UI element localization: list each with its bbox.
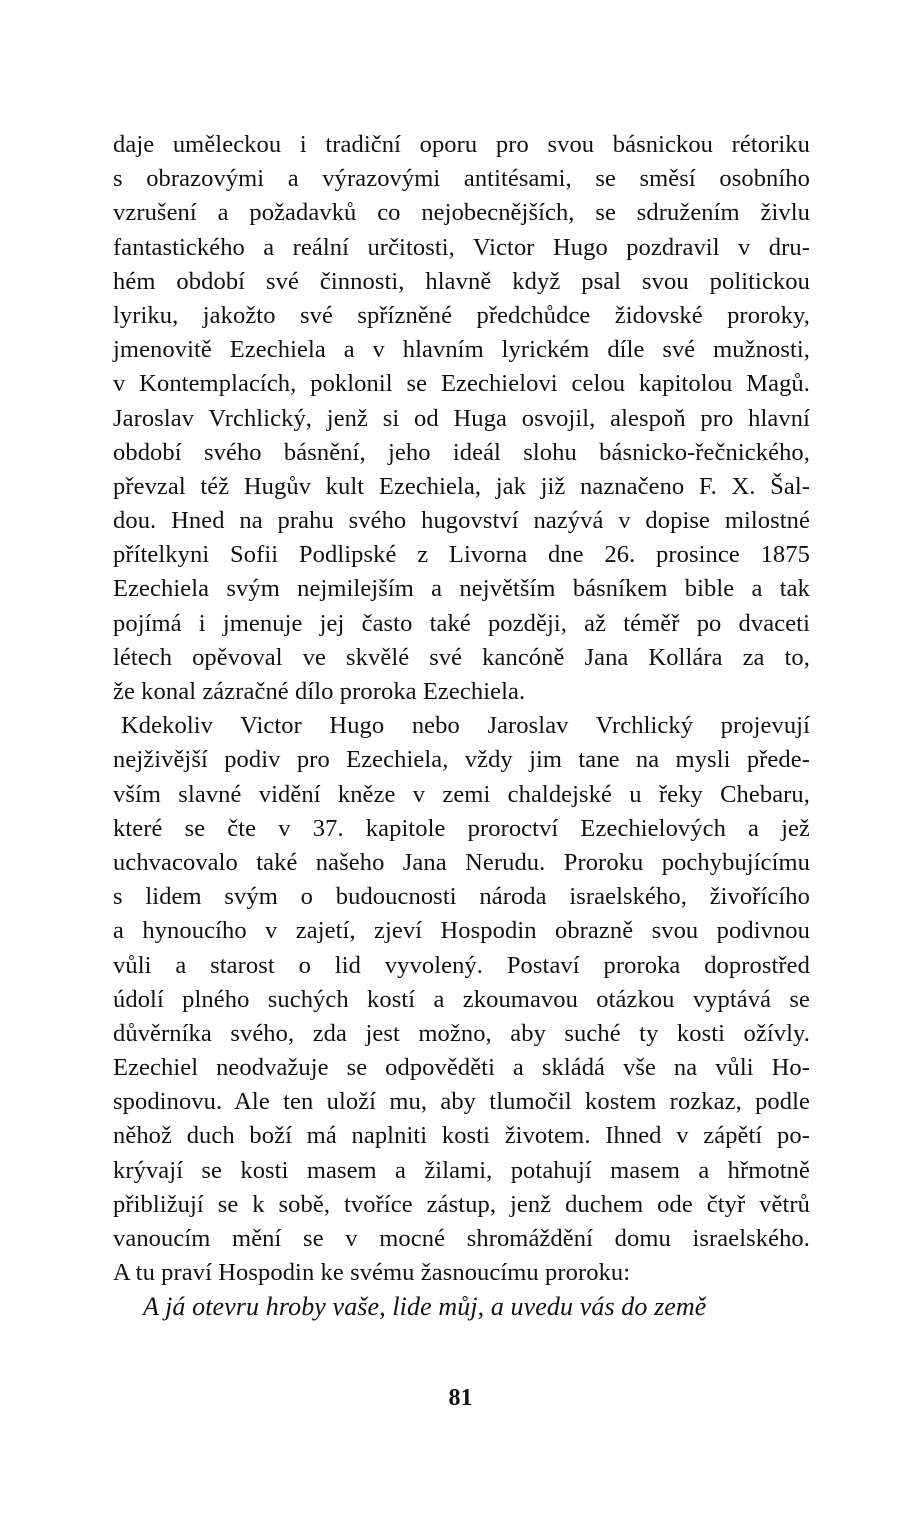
text-line: a hynoucího v zajetí, zjeví Hospodin obrazně svou podivnou bbox=[113, 917, 810, 945]
text-line: že konal zázračné dílo proroka Ezechiela. bbox=[113, 678, 526, 705]
text-line: jmenovitě Ezechiela a v hlavním lyrickém díle své mužnosti, bbox=[113, 336, 810, 364]
text-line: daje uměleckou i tradiční oporu pro svou básnickou rétoriku bbox=[113, 131, 810, 158]
text-line: Ezechiela svým nejmilejším a největším básníkem bible a tak bbox=[113, 575, 810, 603]
text-line: které se čte v 37. kapitole proroctví Ezechielových a jež bbox=[113, 814, 810, 842]
body-text bbox=[113, 128, 810, 1325]
text-line: s lidem svým o budoucnosti národa israelského, živořícího bbox=[113, 883, 810, 911]
text-line: uchvacovalo také našeho Jana Nerudu. Proroku pochybujícímu bbox=[113, 848, 810, 876]
text-line: Jaroslav Vrchlický, jenž si od Huga osvojil, alespoň pro hlavní bbox=[113, 404, 810, 432]
text-line: údolí plného suchých kostí a zkoumavou otázkou vyptává se bbox=[113, 985, 810, 1013]
quoted-verse-line: A já otevru hroby vaše, lide můj, a uvedu vás do země bbox=[143, 1292, 707, 1322]
text-line: přibližují se k sobě, tvoříce zástup, jenž duchem ode čtyř větrů bbox=[113, 1190, 810, 1218]
text-line: vším slavné vidění kněze v zemi chaldejské u řeky Chebaru, bbox=[113, 780, 810, 808]
text-line: období svého básnění, jeho ideál slohu básnicko-řečnického, bbox=[113, 438, 810, 466]
page-number: 81 bbox=[448, 1385, 473, 1411]
text-line: lyriku, jakožto své spřízněné předchůdce židovské proroky, bbox=[113, 301, 810, 329]
text-line: fantastického a reální určitosti, Victor Hugo pozdravil v dru- bbox=[113, 233, 810, 261]
text-line: převzal též Hugův kult Ezechiela, jak již naznačeno F. X. Šal- bbox=[113, 472, 810, 500]
text-line: přítelkyni Sofii Podlipské z Livorna dne 26. prosince 1875 bbox=[113, 541, 810, 569]
text-line: něhož duch boží má naplniti kosti životem. Ihned v zápětí po- bbox=[113, 1122, 810, 1150]
text-line: s obrazovými a výrazovými antitésami, se směsí osobního bbox=[113, 165, 810, 193]
text-line: spodinovu. Ale ten uloží mu, aby tlumočil kostem rozkaz, podle bbox=[113, 1088, 810, 1116]
text-line: v Kontemplacích, poklonil se Ezechielovi celou kapitolou Magů. bbox=[113, 370, 810, 398]
text-line: Kdekoliv Victor Hugo nebo Jaroslav Vrchlický projevují bbox=[121, 712, 810, 740]
text-line: A tu praví Hospodin ke svému žasnoucímu proroku: bbox=[113, 1259, 631, 1287]
text-line: dou. Hned na prahu svého hugovství nazývá v dopise milostné bbox=[113, 507, 810, 535]
text-line: vůli a starost o lid vyvolený. Postaví proroka doprostřed bbox=[113, 951, 810, 979]
text-line: vanoucím mění se v mocné shromáždění domu israelského. bbox=[113, 1225, 810, 1252]
text-line: vzrušení a požadavků co nejobecnějších, se sdružením živlu bbox=[113, 199, 810, 227]
text-line: pojímá i jmenuje jej často také později, až téměř po dvaceti bbox=[113, 609, 810, 637]
text-line: Ezechiel neodvažuje se odpověděti a skládá vše na vůli Ho- bbox=[113, 1054, 810, 1082]
text-line: důvěrníka svého, zda jest možno, aby suché ty kosti ožívly. bbox=[113, 1019, 810, 1047]
text-line: nejživější podiv pro Ezechiela, vždy jim tane na mysli přede- bbox=[113, 746, 810, 774]
text-line: hém období své činnosti, hlavně když psal svou politickou bbox=[113, 267, 810, 295]
text-line: krývají se kosti masem a žilami, potahují masem a hřmotně bbox=[113, 1156, 810, 1184]
text-line: létech opěvoval ve skvělé své kancóně Jana Kollára za to, bbox=[113, 643, 810, 671]
